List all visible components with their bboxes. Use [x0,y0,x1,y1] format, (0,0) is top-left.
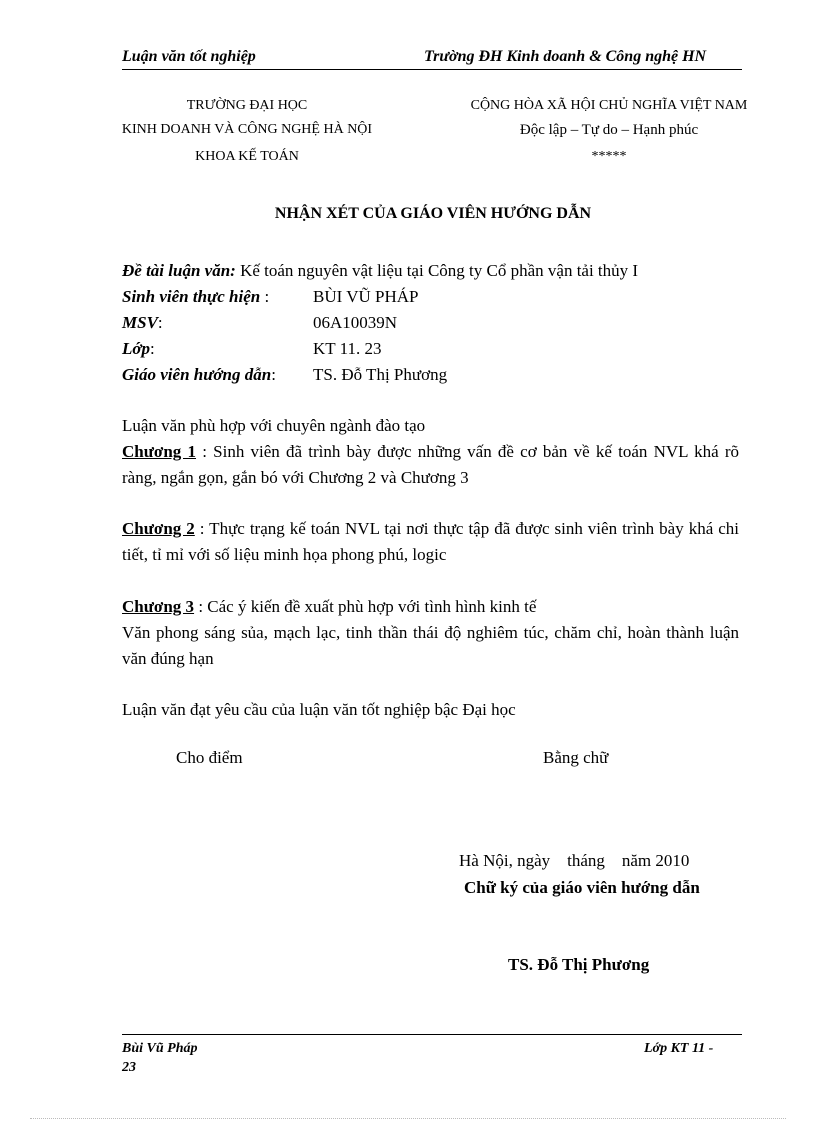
header-left: Luận văn tốt nghiệp [122,48,256,65]
page-bottom-dotted-rule [30,1118,786,1119]
date-line: Hà Nội, ngày tháng năm 2010 [459,851,690,870]
class-colon: : [150,339,155,358]
institution-line2: KINH DOANH VÀ CÔNG NGHỆ HÀ NỘI [121,122,373,137]
advisor-label: Giáo viên hướng dẫn [122,365,272,384]
review-intro: Luận văn phù hợp với chuyên ngành đào tạo [122,416,426,435]
chapter1-label: Chương 1 [122,442,197,461]
chapter2-paragraph [122,516,739,568]
topic-value: Kế toán nguyên vật liệu tại Công ty Cổ phần vận tải thủy I [240,261,639,280]
student-label-row [122,287,269,307]
header-right: Trường ĐH Kinh doanh & Công nghệ HN [424,48,707,65]
page-title: NHẬN XÉT CỦA GIÁO VIÊN HƯỚNG DẪN [274,205,592,222]
msv-label-row [122,313,163,333]
student-label: Sinh viên thực hiện [122,287,261,306]
header-rule [122,69,742,70]
score-label: Cho điểm [176,748,243,767]
msv-value: 06A10039N [313,313,398,332]
chapter1-text: : Sinh viên đã trình bày được những vấn đề cơ bản về kế toán NVL khá rõ ràng, ngắn gọn, gắn bó với Chương 2 và Chương 3 [122,442,740,487]
national-line1: CỘNG HÒA XÃ HỘI CHỦ NGHĨA VIỆT NAM [470,98,748,113]
advisor-colon: : [271,365,276,384]
footer-page-number: 23 [122,1060,136,1075]
advisor-label-row [122,365,276,385]
signature-role: Chữ ký của giáo viên hướng dẫn [464,878,700,897]
class-label: Lớp [122,339,151,358]
advisor-value: TS. Đỗ Thị Phương [313,365,448,384]
topic-row [122,261,638,281]
national-line2: Độc lập – Tự do – Hạnh phúc [519,122,699,138]
national-line3: ***** [591,149,627,164]
student-value: BÙI VŨ PHÁP [313,287,419,306]
conclusion-text: Luận văn đạt yêu cầu của luận văn tốt nghiệp bậc Đại học [122,700,516,719]
signature-name: TS. Đỗ Thị Phương [508,955,650,974]
footer-rule [122,1034,742,1035]
chapter3-text: : Các ý kiến đề xuất phù hợp với tình hình kinh tế [194,597,537,616]
msv-colon: : [157,313,163,332]
institution-line3: KHOA KẾ TOÁN [195,149,299,164]
class-value: KT 11. 23 [313,339,382,358]
msv-label: MSV [122,313,158,332]
chapter1-paragraph [122,439,739,491]
chapter2-label: Chương 2 [122,519,195,538]
chapter3-paragraph [122,594,739,620]
chapter3-label: Chương 3 [122,597,195,616]
student-colon: : [264,287,270,306]
style-paragraph: Văn phong sáng sủa, mạch lạc, tinh thần thái độ nghiêm túc, chăm chỉ, hoàn thành luận văn đúng hạn [122,623,739,668]
topic-label: Đề tài luận văn: [122,261,236,280]
class-label-row [122,339,155,359]
chapter2-text: : Thực trạng kế toán NVL tại nơi thực tập đã được sinh viên trình bày khá chi tiết, tỉ mỉ với số liệu minh họa phong phú, logic [122,519,739,564]
footer-right: Lớp KT 11 - [644,1041,714,1056]
institution-line1: TRƯỜNG ĐẠI HỌC [186,98,308,113]
footer-left: Bùi Vũ Pháp [122,1041,198,1056]
score-in-words-label: Bằng chữ [543,748,609,767]
